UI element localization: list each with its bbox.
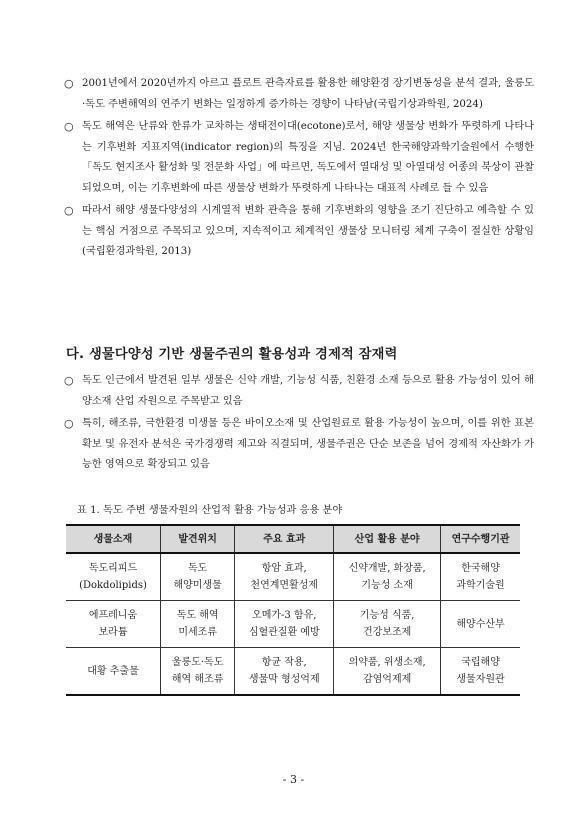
cell-text-line: 해양미생물 (173, 580, 222, 591)
bullet-text: 독도 해역은 난류와 한류가 교차하는 생태전이대(ecotone)로서, 해양 생물상 변화가 뚜렷하게 나타나는 기후변화 지표지역(indicator region)의 특징을 지님. 2024년 한국해양과학기술원에서 수행한 「독도 현지조사 활성화 및 전문화 사업」에 따르면, 독도에서 열대성 및 아열대성 어종의 북상이 관찰되었으며, 이는 기후변화에 따른 생물상 변화가 뚜렷하게 나타나는 대표적 사례로 들 수 있음 (82, 121, 534, 194)
cell-text-line: 미세조류 (178, 627, 217, 638)
circle-bullet-icon: ○ (64, 77, 74, 90)
column-header: 주요 효과 (235, 525, 334, 553)
table-row (66, 648, 520, 696)
table-cell (160, 648, 234, 696)
cell-text-line: 울릉도·독도 (171, 657, 224, 668)
bullet-item (64, 74, 534, 115)
page-number: - 3 - (282, 773, 305, 786)
cell-text-line: 항암 효과, (261, 563, 307, 574)
table-cell (441, 553, 520, 601)
table-cell (66, 553, 160, 601)
cell-text-line: 독도 (187, 563, 208, 574)
cell-text-line: 오메가-3 함유, (252, 610, 317, 621)
table-cell (160, 553, 234, 601)
cell-text-line: 에프레니움 (88, 610, 138, 621)
column-header: 연구수행기관 (441, 525, 520, 553)
bullet-text: 특히, 해조류, 극한환경 미생물 등은 바이오소재 및 산업원료로 활용 가능성이 높으며, 이를 위한 표본 확보 및 유전자 분석은 국가경쟁력 제고와 직결되며, 생물주권은 단순 보존을 넘어 경제적 자산화가 가능한 영역으로 확장되고 있음 (82, 418, 534, 470)
cell-text-line: 대황 추출물 (87, 665, 139, 677)
table-cell (334, 601, 441, 648)
table-header-row (66, 525, 520, 553)
cell-text-line: 건강보조제 (362, 627, 412, 638)
bullet-item (64, 117, 534, 199)
table-cell (235, 601, 334, 648)
cell-text-line: 기능성 식품, (359, 610, 415, 621)
cell-text-line: 신약개발, 화장품, (348, 563, 426, 574)
bullet-item (64, 201, 534, 263)
column-header: 발견위치 (160, 525, 234, 553)
bullet-item (64, 371, 534, 412)
table-cell (66, 648, 160, 696)
cell-text-line: 의약품, 위생소재, (348, 657, 426, 668)
cell-text-line: 해양수산부 (456, 618, 505, 630)
cell-text-line: 생물자원관 (456, 674, 505, 685)
bullet-item (64, 414, 534, 476)
table-caption: 표 1. 독도 주변 생물자원의 산업적 활용 가능성과 응용 분야 (77, 505, 343, 516)
bullet-text: 독도 인근에서 발견된 일부 생물은 신약 개발, 기능성 식품, 친환경 소재 등으로 활용 가능성이 있어 해양소재 산업 자원으로 주목받고 있음 (82, 375, 534, 407)
cell-text-line: 기능성 소재 (361, 580, 413, 591)
table-cell (441, 648, 520, 696)
section-heading: 다. 생물다양성 기반 생물주권의 활용성과 경제적 잠재력 (66, 347, 398, 362)
cell-text-line: 한국해양 (461, 563, 500, 574)
table-cell (160, 601, 234, 648)
table-row (66, 553, 520, 601)
table-cell (334, 553, 441, 601)
cell-text-line: 보라튬 (98, 627, 128, 638)
bullet-list-bottom (64, 371, 534, 478)
column-header: 산업 활용 분야 (334, 525, 441, 553)
bullet-text: 따라서 해양 생물다양성의 시계열적 변화 관측을 통해 기후변화의 영향을 조기 진단하고 예측할 수 있는 핵심 거점으로 주목되고 있으며, 지속적이고 체계적인 생물상 모니터링 체계 구축이 절실한 상황임(국립환경과학원, 2013) (82, 205, 534, 257)
cell-text-line: 감염억제제 (362, 674, 412, 685)
cell-text-line: 생물막 형성억제 (248, 674, 320, 685)
table-cell (334, 648, 441, 696)
column-header: 생물소재 (66, 525, 160, 553)
bullet-text: 2001년에서 2020년까지 아르고 플로트 관측자료를 활용한 해양환경 장기변동성을 분석 결과, 울릉도·독도 주변해역의 연주기 변화는 일정하게 증가하는 경향이 나타남(국립기상과학원, 2024) (82, 78, 534, 110)
table-cell (235, 648, 334, 696)
circle-bullet-icon: ○ (64, 120, 74, 133)
table-cell (235, 553, 334, 601)
cell-text-line: 과학기술원 (456, 580, 505, 591)
cell-text-line: 항균 작용, (261, 657, 307, 668)
cell-text-line: 해역 해조류 (171, 674, 224, 685)
table-cell (66, 601, 160, 648)
circle-bullet-icon: ○ (64, 204, 74, 217)
cell-text-line: (Dokdolipids) (79, 580, 147, 591)
cell-text-line: 천연계면활성제 (250, 580, 319, 591)
table-cell (441, 601, 520, 648)
table-body (66, 553, 520, 695)
cell-text-line: 국립해양 (461, 657, 500, 668)
cell-text-line: 독도 해역 (176, 610, 219, 621)
table-row (66, 601, 520, 648)
bio-resources-table (66, 524, 520, 696)
cell-text-line: 독도리피드 (88, 563, 138, 574)
circle-bullet-icon: ○ (64, 417, 74, 430)
bullet-list-top (64, 74, 534, 265)
cell-text-line: 심혈관질환 예방 (248, 627, 320, 638)
circle-bullet-icon: ○ (64, 374, 74, 387)
